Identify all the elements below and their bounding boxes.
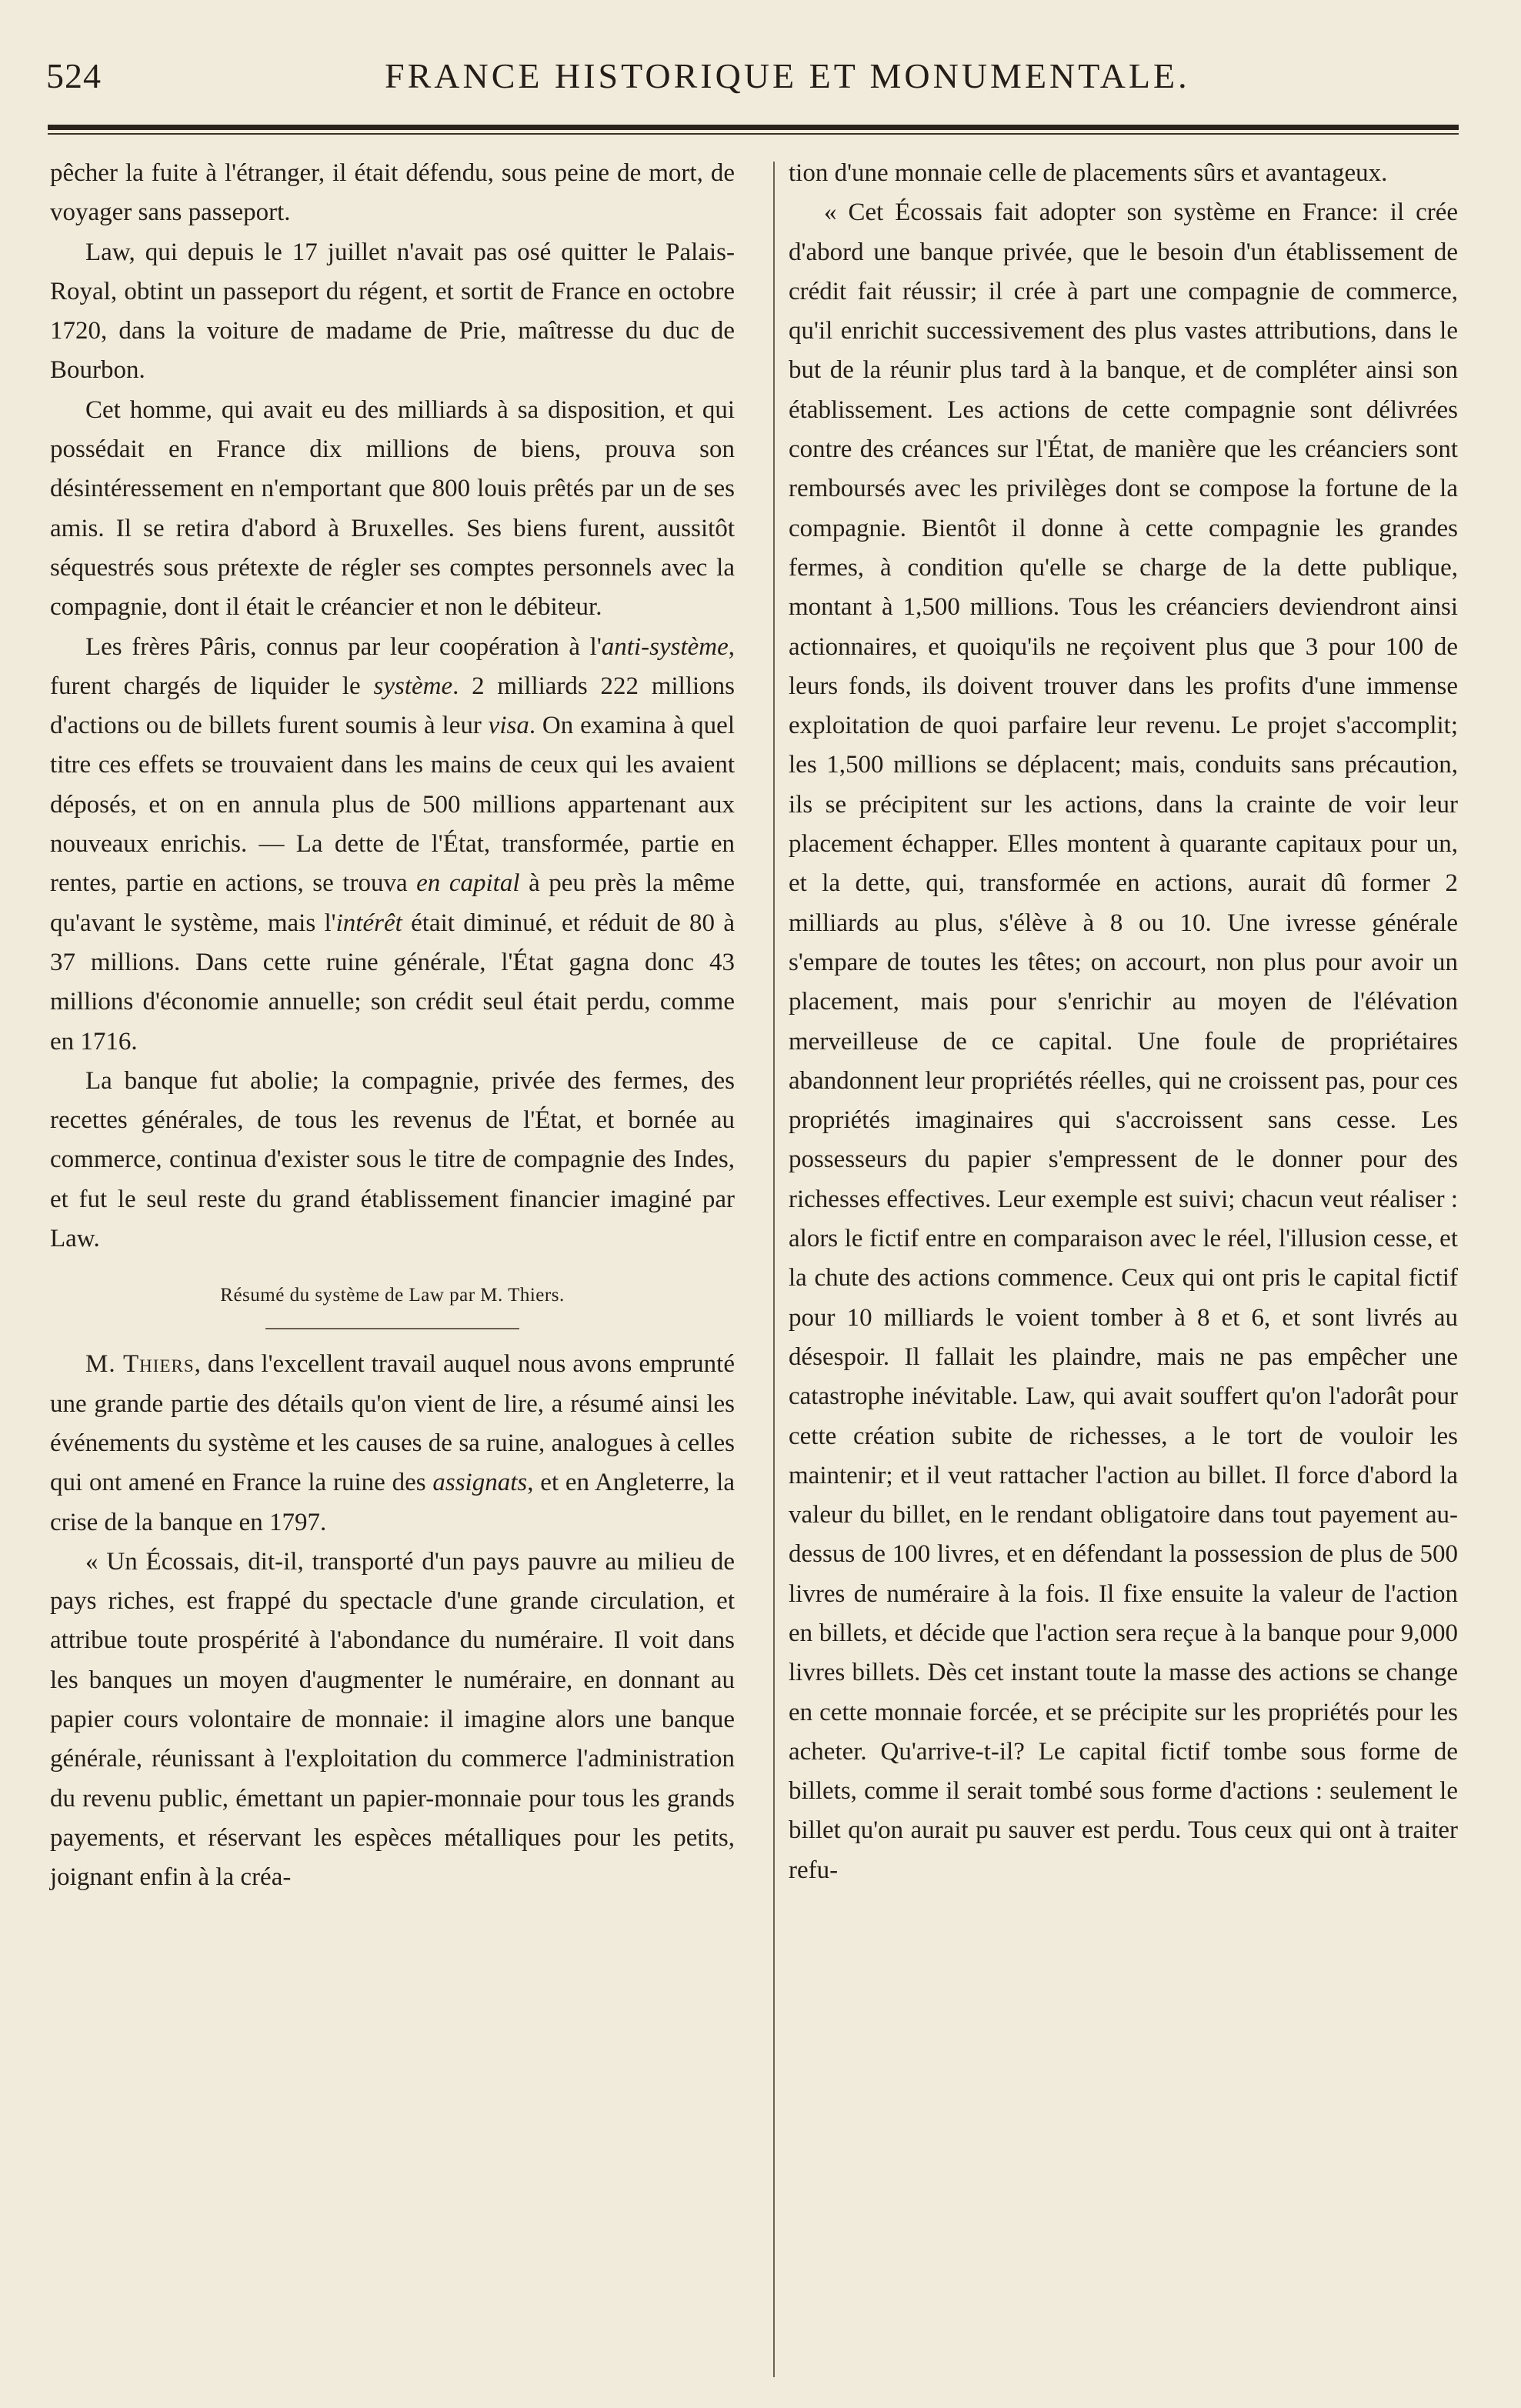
column-divider xyxy=(773,162,775,2377)
paragraph-freres-paris: Les frères Pâris, connus par leur coopération à l'anti-système, furent chargés de liquider le système. 2 milliards 222 millions d'actions ou de billets furent soumis à leur visa. On examina à quel titre ces effets se trouvaient dans les mains de ceux qui les avaient déposés, et on en annula plus de 500 millions appartenant aux nouveaux enrichis. — La dette de l'État, transformée, partie en rentes, partie en actions, se trouva en capital à peu près la même qu'avant le système, mais l'intérêt était diminué, et réduit de 80 à 37 millions. Dans cette ruine générale, l'État gagna donc 43 millions d'économie annuelle; son crédit seul était perdu, comme en 1716. xyxy=(50,632,735,1056)
section-rule xyxy=(265,1328,519,1329)
right-column xyxy=(789,154,1458,1890)
paragraph-banque-abolie: La banque fut abolie; la compagnie, privée des fermes, des recettes générales, de tous les revenus de l'État, et bornée au commerce, continua d'exister sous le titre de compagnie des Indes, et fut le seul reste du grand établissement financier imaginé par Law. xyxy=(50,1066,735,1253)
section-heading: Résumé du système de Law par M. Thiers. xyxy=(220,1285,565,1306)
paragraph-quote-system: « Cet Écossais fait adopter son système en France: il crée d'abord une banque privée, que le besoin d'un établissement de crédit fait réussir; il crée à part une compagnie de commerce, qu'il enrichit successivement des plus vastes attributions, dans le but de la réunir plus tard à la banque, et de compléter ainsi son établissement. Les actions de cette compagnie sont délivrées contre des créances sur l'État, de manière que les créanciers sont remboursés avec les privilèges dont se compose la fortune de la compagnie. Bientôt il donne à cette compagnie les grandes fermes, à condition qu'elle se charge de la dette publique, montant à 1,500 millions. Tous les créanciers deviendront ainsi actionnaires, et quoiqu'ils ne reçoivent plus que 3 pour 100 de leurs fonds, ils doivent trouver dans les profits d'une immense exploitation de quoi parfaire leur revenu. Le projet s'accomplit; les 1,500 millions se déplacent; mais, conduits sans précaution, ils se précipitent sur les actions, dans la crainte de voir leur placement échapper. Elles montent à quarante capitaux pour un, et la dette, qui, transformée en actions, aurait dû former 2 milliards au plus, s'élève à 8 ou 10. Une ivresse générale s'empare de toutes les têtes; on accourt, non plus pour avoir un placement, mais pour s'enrichir au moyen de l'élévation merveilleuse de ce capital. Une foule de propriétaires abandonnent leur propriétés réelles, qui ne croissent pas, pour ces propriétés imaginaires qui s'accroissent sans cesse. Les possesseurs du papier s'empressent de le donner pour des richesses effectives. Leur exemple est suivi; chacun veut réaliser : alors le fictif entre en comparaison avec le réel, l'illusion cesse, et la chute des actions commence. Ceux qui ont pris le capital fictif pour 10 milliards le voient tomber à 8 et 6, et sont livrés au désespoir. Il fallait les plaindre, mais ne pas empêcher une catastrophe inévitable. Law, qui avait souffert qu'on l'adorât pour cette création subite de richesses, a le tort de vouloir les maintenir; et il veut rattacher l'action au billet. Il force d'abord la valeur du billet, en le rendant obligatoire dans tout payement au-dessus de 100 livres, et en défendant la possession de plus de 500 livres de numéraire à la fois. Il fixe ensuite la valeur de l'action en billets, et décide que l'action sera reçue à la banque pour 9,000 livres billets. Dès cet instant toute la masse des actions se change en cette monnaie forcée, et se précipite sur les propriétés pour les acheter. Qu'arrive-t-il? Le capital fictif tombe sous forme de billets, comme il serait tombé sous forme d'actions : seulement le billet qu'on aurait pu sauver est perdu. Tous ceux qui ont à traiter refu- xyxy=(789,198,1458,1884)
header-rule-thick xyxy=(48,125,1459,130)
left-column xyxy=(50,154,735,1897)
running-title: FRANCE HISTORIQUE ET MONUMENTALE. xyxy=(385,56,1190,95)
paragraph-law-disinterest: Cet homme, qui avait eu des milliards à sa disposition, et qui possédait en France dix millions de biens, prouva son désintéressement en n'emportant que 800 louis prêtés par un de ses amis. Il se retira d'abord à Bruxelles. Ses biens furent, aussitôt séquestrés sous prétexte de régler ses comptes personnels avec la compagnie, dont il était le créancier et non le débiteur. xyxy=(50,395,735,622)
header-rule-thin xyxy=(48,133,1459,135)
paragraph-thiers-quote-start: « Un Écossais, dit-il, transporté d'un pays pauvre au milieu de pays riches, est frappé du spectacle d'une grande circulation, et attribue toute prospérité à l'abondance du numéraire. Il voit dans les banques un moyen d'augmenter le numéraire, en donnant au papier cours volontaire de monnaie: il imagine alors une banque générale, réunissant à l'exploitation du commerce l'administration du revenu public, émettant un papier-monnaie pour tous les grands payements, et réservant les espèces métalliques pour les petits, joignant enfin à la créa- xyxy=(50,1547,735,1892)
page-number: 524 xyxy=(46,56,102,95)
paragraph-continuation: pêcher la fuite à l'étranger, il était défendu, sous peine de mort, de voyager sans passeport. xyxy=(50,159,735,227)
page-header xyxy=(46,55,1477,109)
paragraph-law-departure: Law, qui depuis le 17 juillet n'avait pas osé quitter le Palais-Royal, obtint un passeport du régent, et sortit de France en octobre 1720, dans la voiture de madame de Prie, maîtresse du duc de Bourbon. xyxy=(50,238,735,385)
paragraph-thiers-intro: M. Thiers, dans l'excellent travail auquel nous avons emprunté une grande partie des détails qu'on vient de lire, a résumé ainsi les événements du système et les causes de sa ruine, analogues à celles qui ont amené en France la ruine des assignats, et en Angleterre, la crise de la banque en 1797. xyxy=(50,1350,735,1536)
paragraph-quote-continuation: tion d'une monnaie celle de placements sûrs et avantageux. xyxy=(789,159,1388,187)
